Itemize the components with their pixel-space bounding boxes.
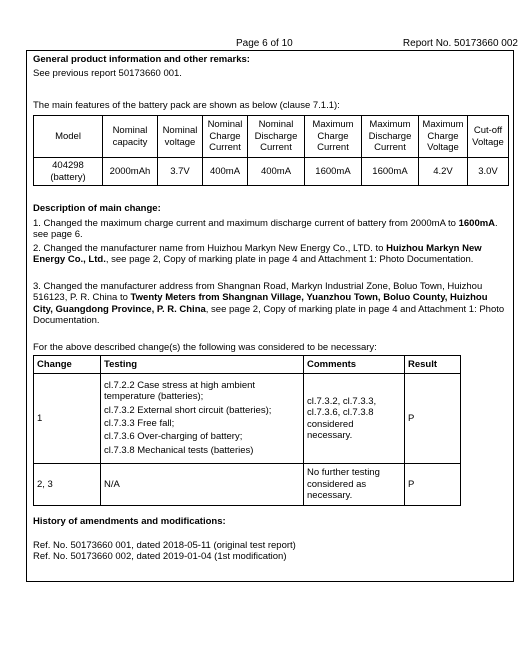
table-row xyxy=(34,374,461,464)
change-item-2-tail: , see page 2, Copy of marking plate in page 4 and Attachment 1: Photo Documentation. xyxy=(105,254,474,266)
cell-nominal-charge-current: 400mA xyxy=(203,158,248,186)
changes-header-row xyxy=(34,356,461,374)
page-number: Page 6 of 10 xyxy=(236,38,293,49)
cell-result: P xyxy=(405,374,461,464)
cell-max-charge-voltage: 4.2V xyxy=(419,158,468,186)
features-header-row xyxy=(34,116,509,158)
cell-max-discharge-current: 1600mA xyxy=(362,158,419,186)
cell-model: 404298 (battery) xyxy=(34,158,103,186)
cell-comments: No further testing considered as necessary. xyxy=(304,464,405,506)
test-item: cl.7.3.3 Free fall; xyxy=(104,418,175,429)
cell-nominal-capacity: 2000mAh xyxy=(103,158,158,186)
col-header: Maximum Charge Current xyxy=(305,116,362,158)
general-heading: General product information and other remarks: xyxy=(33,54,250,65)
cell-max-charge-current: 1600mA xyxy=(305,158,362,186)
col-header-testing: Testing xyxy=(101,356,304,374)
description-heading: Description of main change: xyxy=(33,203,161,214)
cell-cutoff-voltage: 3.0V xyxy=(468,158,509,186)
cell-comments: cl.7.3.2, cl.7.3.3, cl.7.3.6, cl.7.3.8 considered necessary. xyxy=(304,374,405,464)
change-item-1 xyxy=(33,218,507,241)
change-item-2-text: 2. Changed the manufacturer name from Huizhou Markyn New Energy Co., LTD. to xyxy=(33,243,384,254)
col-header: Cut-off Voltage xyxy=(468,116,509,158)
col-header: Nominal voltage xyxy=(158,116,203,158)
col-header: Nominal capacity xyxy=(103,116,158,158)
history-heading: History of amendments and modifications: xyxy=(33,516,226,527)
table-row xyxy=(34,464,461,506)
cell-change: 2, 3 xyxy=(34,464,101,506)
col-header-change: Change xyxy=(34,356,101,374)
cell-nominal-voltage: 3.7V xyxy=(158,158,203,186)
change-item-2-bold: Huizhou Markyn New Energy Co., Ltd. xyxy=(33,243,482,266)
report-number: Report No. 50173660 002 xyxy=(402,38,518,49)
cell-result: P xyxy=(405,464,461,506)
change-item-3-bold: Twenty Meters from Shangnan Village, Yuanzhou Town, Boluo County, Huizhou City, Guangdong Province, P. R. China xyxy=(33,292,488,315)
change-item-2 xyxy=(33,243,507,266)
changes-intro: For the above described change(s) the following was considered to be necessary: xyxy=(33,342,377,353)
change-item-3-text: 3. Changed the manufacturer address from Shangnan Road, Markyn Industrial Zone, Boluo Town, Huizhou 516123, P. R. China to xyxy=(33,281,483,304)
change-item-1-bold: 1600mA xyxy=(458,218,496,229)
battery-features-table xyxy=(33,115,509,186)
history-entry: Ref. No. 50173660 001, dated 2018-05-11 (original test report) xyxy=(33,540,296,551)
changes-table xyxy=(33,355,461,506)
change-item-3 xyxy=(33,281,507,327)
test-item: cl.7.3.2 External short circuit (batteries); xyxy=(104,404,272,416)
col-header: Maximum Discharge Current xyxy=(362,116,419,158)
col-header: Model xyxy=(34,116,103,158)
test-item: cl.7.3.8 Mechanical tests (batteries) xyxy=(104,444,254,456)
cell-change: 1 xyxy=(34,374,101,464)
col-header-result: Result xyxy=(405,356,461,374)
features-intro: The main features of the battery pack are shown as below (clause 7.1.1): xyxy=(33,100,340,111)
col-header-comments: Comments xyxy=(304,356,405,374)
general-text: See previous report 50173660 001. xyxy=(33,68,182,79)
features-data-row xyxy=(34,158,509,186)
cell-testing xyxy=(101,374,304,464)
cell-testing: N/A xyxy=(101,464,304,506)
history-entry: Ref. No. 50173660 002, dated 2019-01-04 (1st modification) xyxy=(33,551,287,562)
change-item-1-text: 1. Changed the maximum charge current and maximum discharge current of battery from 2000mA to xyxy=(33,218,456,229)
report-content-box xyxy=(26,50,514,582)
change-item-3-tail: , see page 2, Copy of marking plate in page 4 and Attachment 1: Photo Documentation. xyxy=(33,303,505,327)
col-header: Nominal Discharge Current xyxy=(248,116,305,158)
col-header: Nominal Charge Current xyxy=(203,116,248,158)
change-item-1-tail: . see page 6. xyxy=(33,218,498,241)
test-item: cl.7.2.2 Case stress at high ambient temperature (batteries); xyxy=(104,379,256,403)
test-item: cl.7.3.6 Over-charging of battery; xyxy=(104,431,243,443)
cell-nominal-discharge-current: 400mA xyxy=(248,158,305,186)
col-header: Maximum Charge Voltage xyxy=(419,116,468,158)
